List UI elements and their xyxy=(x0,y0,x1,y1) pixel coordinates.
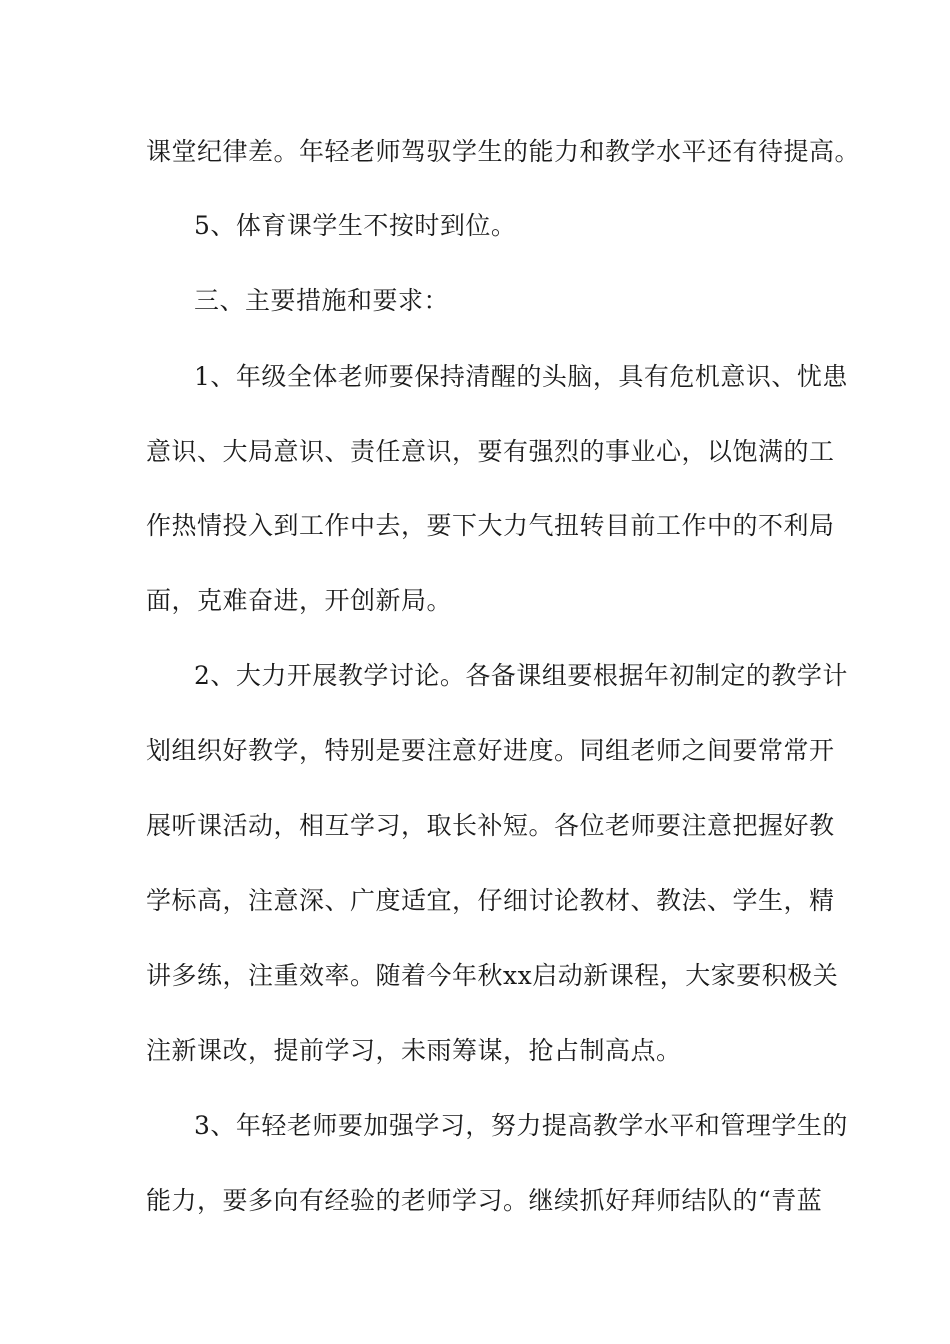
section-heading: 三、主要措施和要求： xyxy=(194,286,450,315)
list-item-1-line-2: 意识、大局意识、责任意识，要有强烈的事业心，以饱满的工 xyxy=(146,437,835,466)
list-item-2-line-4: 学标高，注意深、广度适宜，仔细讨论教材、教法、学生，精 xyxy=(146,886,835,915)
list-item-1-line-4: 面，克难奋进，开创新局。 xyxy=(146,586,453,615)
list-item-2-line-1: 2、大力开展教学讨论。各备课组要根据年初制定的教学计 xyxy=(194,661,848,690)
body-text-line: 课堂纪律差。年轻老师驾驭学生的能力和教学水平还有待提高。 xyxy=(146,137,861,166)
list-item-5: 5、体育课学生不按时到位。 xyxy=(194,211,517,240)
list-item-2-line-3: 展听课活动，相互学习，取长补短。各位老师要注意把握好教 xyxy=(146,811,835,840)
list-item-2-line-5: 讲多练，注重效率。随着今年秋xx启动新课程，大家要积极关 xyxy=(146,961,839,990)
list-item-3-line-2: 能力，要多向有经验的老师学习。继续抓好拜师结队的“青蓝 xyxy=(146,1186,823,1215)
list-item-1-line-1: 1、年级全体老师要保持清醒的头脑，具有危机意识、忧患 xyxy=(194,362,848,391)
list-item-1-line-3: 作热情投入到工作中去，要下大力气扭转目前工作中的不利局 xyxy=(146,511,835,540)
list-item-2-line-2: 划组织好教学，特别是要注意好进度。同组老师之间要常常开 xyxy=(146,736,835,765)
list-item-2-line-6: 注新课改，提前学习，未雨筹谋，抢占制高点。 xyxy=(146,1036,682,1065)
list-item-3-line-1: 3、年轻老师要加强学习，努力提高教学水平和管理学生的 xyxy=(194,1111,848,1140)
